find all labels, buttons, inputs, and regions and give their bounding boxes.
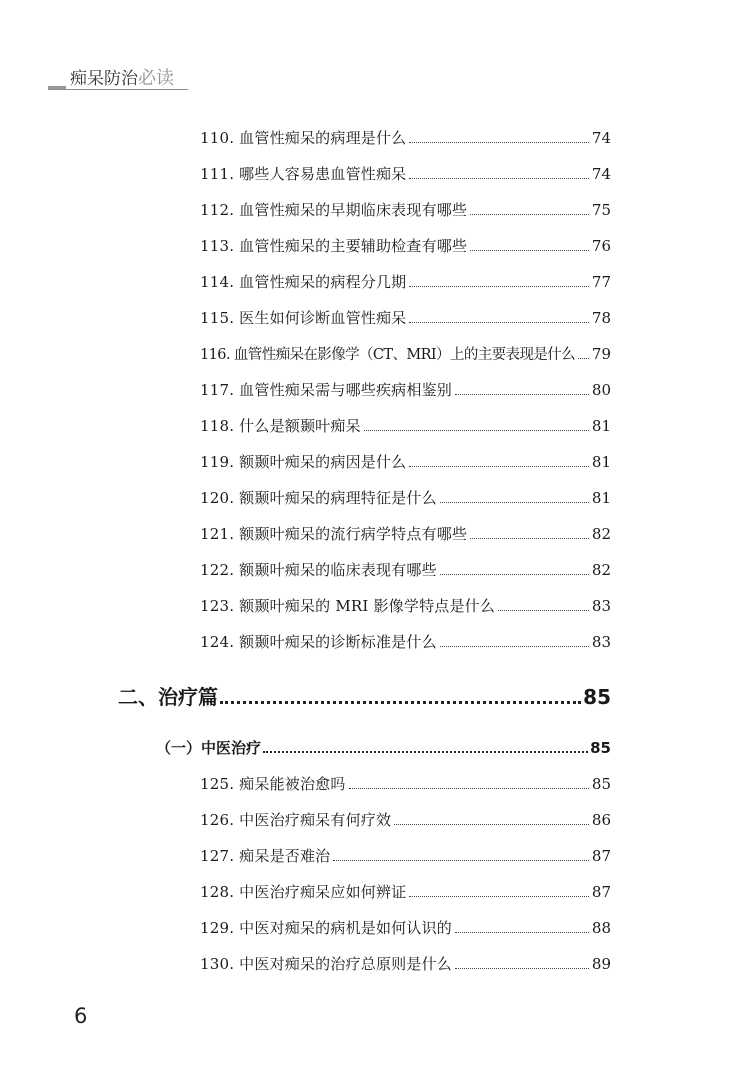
toc-entry-page: 82 (591, 561, 611, 579)
leader-dots (409, 142, 589, 143)
toc-entry (200, 880, 611, 904)
subsection-heading (156, 736, 611, 760)
toc-entry-page: 85 (591, 775, 611, 793)
toc-entry-label: 111. 哪些人容易患血管性痴呆 (200, 165, 407, 183)
toc-entry (200, 952, 611, 976)
leader-dots (470, 538, 589, 539)
toc-entry-label: 115. 医生如何诊断血管性痴呆 (200, 309, 407, 327)
leader-dots (470, 214, 589, 215)
toc-entry-page: 87 (591, 883, 611, 901)
leader-dots (409, 322, 589, 323)
toc-entry-page: 83 (591, 597, 611, 615)
subsection-page: 85 (590, 739, 611, 757)
subsection-label: （一）中医治疗 (156, 739, 262, 757)
toc-entry-page: 80 (591, 381, 611, 399)
toc-entry (200, 126, 611, 150)
toc-entry (200, 772, 611, 796)
page-number: 6 (74, 1004, 88, 1028)
toc-entry (200, 522, 611, 546)
toc-entry-label: 123. 额颞叶痴呆的 MRI 影像学特点是什么 (200, 597, 496, 615)
toc-entry-label: 130. 中医对痴呆的治疗总原则是什么 (200, 955, 452, 973)
toc-entry-page: 87 (591, 847, 611, 865)
toc-entry (200, 808, 611, 832)
toc-entry (200, 594, 611, 618)
toc-entry (200, 486, 611, 510)
leader-dots (409, 466, 589, 467)
toc-entry (200, 414, 611, 438)
leader-dots (364, 430, 589, 431)
toc-entry-label: 126. 中医治疗痴呆有何疗效 (200, 811, 392, 829)
toc-entry (200, 844, 611, 868)
toc-entry-label: 118. 什么是额颞叶痴呆 (200, 417, 361, 435)
toc-entry-label: 125. 痴呆能被治愈吗 (200, 775, 346, 793)
toc-entry-page: 86 (591, 811, 611, 829)
toc-entry-page: 74 (591, 129, 611, 147)
toc-entry (200, 162, 611, 186)
leader-dots (409, 896, 589, 897)
toc-entry-label: 127. 痴呆是否难治 (200, 847, 331, 865)
leader-dots (440, 502, 589, 503)
toc-entry-label: 110. 血管性痴呆的病理是什么 (200, 129, 407, 147)
section-page: 85 (583, 685, 611, 709)
section-heading (118, 682, 611, 712)
toc-entry (200, 630, 611, 654)
toc-entry-label: 114. 血管性痴呆的病程分几期 (200, 273, 407, 291)
leader-dots (409, 178, 589, 179)
toc-entry-label: 129. 中医对痴呆的病机是如何认识的 (200, 919, 452, 937)
leader-dots (394, 824, 589, 825)
toc-entry-label: 122. 额颞叶痴呆的临床表现有哪些 (200, 561, 437, 579)
toc-entry-label: 112. 血管性痴呆的早期临床表现有哪些 (200, 201, 468, 219)
leader-dots (455, 968, 589, 969)
leader-dots (440, 574, 589, 575)
toc-entry-page: 83 (591, 633, 611, 651)
leader-dots (220, 701, 581, 704)
leader-dots (440, 646, 589, 647)
toc-entry (200, 916, 611, 940)
leader-dots (409, 286, 589, 287)
toc-entry-label: 116. 血管性痴呆在影像学（CT、MRI）上的主要表现是什么 (200, 347, 576, 363)
leader-dots (578, 358, 589, 359)
leader-dots (455, 394, 589, 395)
toc-entry-page: 89 (591, 955, 611, 973)
toc-entry-page: 77 (591, 273, 611, 291)
leader-dots (333, 860, 589, 861)
toc-entry-page: 78 (591, 309, 611, 327)
book-title-main: 痴呆防治 (70, 69, 138, 89)
toc-entry-page: 75 (591, 201, 611, 219)
leader-dots (498, 610, 589, 611)
toc-entry-page: 81 (591, 489, 611, 507)
toc-entry (200, 270, 611, 294)
toc-entry-label: 113. 血管性痴呆的主要辅助检查有哪些 (200, 237, 468, 255)
leader-dots (470, 250, 589, 251)
toc-entry-label: 128. 中医治疗痴呆应如何辨证 (200, 883, 407, 901)
toc-entry (200, 234, 611, 258)
toc-entry (200, 342, 611, 366)
toc-entry-label: 117. 血管性痴呆需与哪些疾病相鉴别 (200, 381, 452, 399)
toc-entry (200, 450, 611, 474)
toc-entry-page: 81 (591, 453, 611, 471)
toc-entry (200, 198, 611, 222)
toc-entry-label: 121. 额颞叶痴呆的流行病学特点有哪些 (200, 525, 468, 543)
leader-dots (349, 788, 589, 789)
leader-dots (455, 932, 589, 933)
toc-entry-page: 79 (591, 345, 611, 363)
book-title-accent: 必读 (138, 68, 174, 89)
toc-entry (200, 306, 611, 330)
toc-entry-page: 81 (591, 417, 611, 435)
toc-entry-page: 76 (591, 237, 611, 255)
toc-entry (200, 378, 611, 402)
toc-entry-label: 119. 额颞叶痴呆的病因是什么 (200, 453, 407, 471)
leader-dots (263, 751, 588, 753)
toc-entry-label: 124. 额颞叶痴呆的诊断标准是什么 (200, 633, 437, 651)
toc-entry-label: 120. 额颞叶痴呆的病理特征是什么 (200, 489, 437, 507)
section-label: 二、治疗篇 (118, 685, 218, 709)
toc-entry-page: 82 (591, 525, 611, 543)
toc-entry-page: 88 (591, 919, 611, 937)
toc-entry-page: 74 (591, 165, 611, 183)
toc-entry (200, 558, 611, 582)
